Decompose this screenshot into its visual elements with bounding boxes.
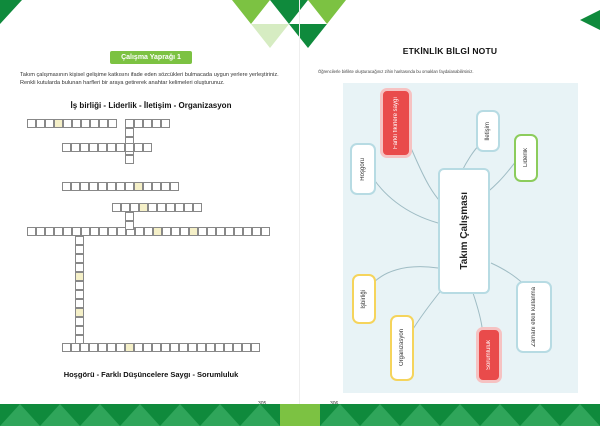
crossword-cell[interactable] [125, 182, 134, 191]
crossword-cell[interactable] [99, 227, 108, 236]
crossword-cell[interactable] [175, 203, 184, 212]
branch-card-sorumluluk: Sorumluluk [476, 327, 502, 383]
crossword-cell[interactable] [143, 343, 152, 352]
crossword-cell[interactable] [143, 182, 152, 191]
crossword-cell[interactable] [206, 343, 215, 352]
mind-map-center: Takım Çalışması [438, 168, 490, 294]
crossword-cell[interactable] [171, 227, 180, 236]
crossword-cell[interactable] [215, 343, 224, 352]
crossword-cell[interactable] [63, 227, 72, 236]
crossword-cell[interactable] [134, 119, 143, 128]
crossword-cell[interactable] [188, 343, 197, 352]
crossword-cell[interactable] [261, 227, 270, 236]
crossword-cell[interactable] [143, 119, 152, 128]
crossword-cell[interactable] [179, 343, 188, 352]
crossword-cell[interactable] [81, 119, 90, 128]
branch-card-iletisim: İletişim [476, 110, 500, 152]
crossword-cell[interactable] [125, 343, 134, 352]
crossword-cell[interactable] [75, 281, 84, 290]
crossword-cell[interactable] [75, 263, 84, 272]
crossword-cell[interactable] [62, 143, 71, 152]
crossword-cell[interactable] [75, 290, 84, 299]
crossword-cell[interactable] [107, 182, 116, 191]
crossword-cell[interactable] [243, 227, 252, 236]
crossword-cell[interactable] [134, 182, 143, 191]
crossword-cell[interactable] [148, 203, 157, 212]
crossword-cell[interactable] [162, 227, 171, 236]
crossword-cell[interactable] [98, 343, 107, 352]
crossword-cell[interactable] [125, 128, 134, 137]
crossword-cell[interactable] [75, 308, 84, 317]
crossword-cell[interactable] [125, 212, 134, 221]
branch-card-zaman: Zamanı etkili kullanma [516, 281, 552, 353]
crossword-cell[interactable] [161, 182, 170, 191]
branch-card-hosgoru: Hoşgörü [350, 143, 376, 195]
crossword-cell[interactable] [98, 182, 107, 191]
worksheet-tab: Çalışma Yaprağı 1 [110, 51, 192, 64]
crossword-cell[interactable] [81, 227, 90, 236]
crossword-cell[interactable] [75, 245, 84, 254]
crossword-cell[interactable] [27, 227, 36, 236]
crossword-cell[interactable] [144, 227, 153, 236]
crossword-cell[interactable] [251, 343, 260, 352]
crossword-cell[interactable] [170, 343, 179, 352]
crossword-cell[interactable] [189, 227, 198, 236]
crossword-cell[interactable] [234, 227, 243, 236]
crossword-cell[interactable] [45, 227, 54, 236]
crossword-cell[interactable] [36, 227, 45, 236]
crossword-cell[interactable] [116, 343, 125, 352]
crossword-cell[interactable] [98, 143, 107, 152]
crossword-cell[interactable] [75, 236, 84, 245]
crossword-cell[interactable] [75, 317, 84, 326]
intro-text: Takım çalışmasının kişisel gelişime katkısını ifade eden sözcükleri bulmacada uygun yerlere yerleştiriniz. Renkli kutularda bulunan harfleri bir araya getirerek anahtar kelimeleri oluşturunuz. [20, 72, 279, 86]
crossword-cell[interactable] [207, 227, 216, 236]
crossword-cell[interactable] [125, 119, 134, 128]
crossword-cell[interactable] [75, 326, 84, 335]
crossword-cell[interactable] [36, 119, 45, 128]
crossword-cell[interactable] [125, 221, 134, 230]
crossword-cell[interactable] [80, 143, 89, 152]
crossword-cell[interactable] [89, 182, 98, 191]
crossword-cell[interactable] [198, 227, 207, 236]
crossword-cell[interactable] [62, 343, 71, 352]
crossword-cell[interactable] [71, 143, 80, 152]
branch-card-isbirligi: İşbirliği [352, 274, 376, 324]
crossword-cell[interactable] [233, 343, 242, 352]
crossword-cell[interactable] [152, 119, 161, 128]
crossword-cell[interactable] [193, 203, 202, 212]
crossword-cell[interactable] [71, 343, 80, 352]
crossword-cell[interactable] [184, 203, 193, 212]
crossword-cell[interactable] [90, 119, 99, 128]
crossword-cell[interactable] [252, 227, 261, 236]
crossword-cell[interactable] [225, 227, 234, 236]
crossword-cell[interactable] [135, 227, 144, 236]
crossword-cell[interactable] [139, 203, 148, 212]
crossword-cell[interactable] [75, 272, 84, 281]
crossword-cell[interactable] [75, 254, 84, 263]
crossword-cell[interactable] [161, 119, 170, 128]
crossword-cell[interactable] [166, 203, 175, 212]
crossword-cell[interactable] [108, 227, 117, 236]
crossword-cell[interactable] [71, 182, 80, 191]
crossword-cell[interactable] [89, 143, 98, 152]
crossword-cell[interactable] [170, 182, 179, 191]
crossword-cell[interactable] [27, 119, 36, 128]
crossword-cell[interactable] [62, 182, 71, 191]
crossword-cell[interactable] [134, 343, 143, 352]
bottom-decoration [0, 404, 600, 426]
crossword-cell[interactable] [134, 143, 143, 152]
crossword-cell[interactable] [224, 343, 233, 352]
crossword-cell[interactable] [75, 299, 84, 308]
crossword-cell[interactable] [161, 343, 170, 352]
crossword-cell[interactable] [89, 343, 98, 352]
crossword-cell[interactable] [116, 143, 125, 152]
crossword-cell[interactable] [63, 119, 72, 128]
crossword-cell[interactable] [143, 143, 152, 152]
crossword-cell[interactable] [125, 155, 134, 164]
crossword-cell[interactable] [157, 203, 166, 212]
branch-card-organizasyon: Organizasyon [390, 315, 414, 381]
word-list-top: İş birliği - Liderlik - İletişim - Organizasyon [70, 101, 232, 110]
crossword-cell[interactable] [125, 143, 134, 152]
crossword-cell[interactable] [107, 143, 116, 152]
crossword-cell[interactable] [72, 119, 81, 128]
crossword-cell[interactable] [242, 343, 251, 352]
crossword-cell[interactable] [72, 227, 81, 236]
crossword-cell[interactable] [153, 227, 162, 236]
page-subtitle: Öğrencilerle birlikte oluşturacağınız zihin haritasında bu omakları faydalanabilirsiniz. [318, 69, 474, 74]
crossword-cell[interactable] [54, 119, 63, 128]
word-list-bottom: Hoşgörü - Farklı Düşüncelere Saygı - Sorumluluk [63, 370, 239, 379]
crossword-cell[interactable] [121, 203, 130, 212]
crossword-cell[interactable] [107, 343, 116, 352]
crossword-cell[interactable] [112, 203, 121, 212]
page-title: ETKİNLİK BİLGİ NOTU [402, 46, 498, 56]
crossword-cell[interactable] [108, 119, 117, 128]
crossword-cell[interactable] [130, 203, 139, 212]
crossword-cell[interactable] [116, 182, 125, 191]
crossword-cell[interactable] [80, 182, 89, 191]
branch-card-liderlik: Liderlik [514, 134, 538, 182]
crossword-cell[interactable] [152, 343, 161, 352]
branch-card-saygi: Farklı fikirlere saygı [380, 88, 412, 158]
crossword-cell[interactable] [197, 343, 206, 352]
crossword-cell[interactable] [216, 227, 225, 236]
crossword-cell[interactable] [80, 343, 89, 352]
crossword-cell[interactable] [54, 227, 63, 236]
crossword-cell[interactable] [45, 119, 54, 128]
crossword-cell[interactable] [152, 182, 161, 191]
crossword-cell[interactable] [90, 227, 99, 236]
crossword-cell[interactable] [99, 119, 108, 128]
crossword-cell[interactable] [180, 227, 189, 236]
